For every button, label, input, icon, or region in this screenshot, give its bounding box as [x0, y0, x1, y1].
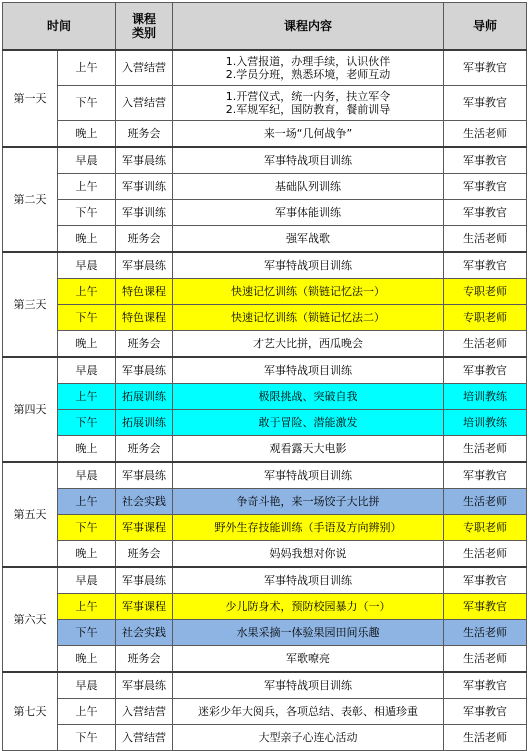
content-cell [173, 384, 444, 410]
schedule-row [3, 672, 527, 699]
period-cell: 上午 [58, 699, 116, 725]
category-cell: 入营结营 [116, 86, 173, 121]
day-label: 第一天 [3, 50, 58, 147]
period-cell: 晚上 [58, 436, 116, 463]
content-line: 军事特战项目训练 [264, 678, 353, 692]
content-line: 基础队列训练 [275, 179, 342, 193]
day-label: 第四天 [3, 357, 58, 462]
content-cell [173, 699, 444, 725]
content-cell [173, 541, 444, 568]
content-cell [173, 226, 444, 253]
teacher-cell: 生活老师 [444, 541, 527, 568]
schedule-row [3, 646, 527, 673]
category-cell: 入营结营 [116, 699, 173, 725]
teacher-cell: 生活老师 [444, 121, 527, 148]
schedule-body [3, 50, 527, 751]
schedule-row [3, 305, 527, 331]
teacher-cell: 军事教官 [444, 252, 527, 279]
content-cell [173, 279, 444, 305]
content-line: 军事特战项目训练 [264, 258, 353, 272]
day-label: 第六天 [3, 567, 58, 672]
day-label: 第七天 [3, 672, 58, 751]
period-cell: 上午 [58, 50, 116, 86]
schedule-row [3, 226, 527, 253]
content-cell [173, 410, 444, 436]
content-line: 军事特战项目训练 [264, 468, 353, 482]
schedule-row [3, 86, 527, 121]
content-cell [173, 436, 444, 463]
schedule-row [3, 462, 527, 489]
content-cell [173, 147, 444, 174]
category-cell: 特色课程 [116, 279, 173, 305]
period-cell: 早晨 [58, 462, 116, 489]
content-line: 1.入营报道，办理手续，认识伙伴 [225, 55, 391, 68]
day-label: 第三天 [3, 252, 58, 357]
content-cell [173, 489, 444, 515]
teacher-cell: 培训教练 [444, 384, 527, 410]
period-cell: 下午 [58, 725, 116, 751]
period-cell: 早晨 [58, 357, 116, 384]
schedule-row [3, 725, 527, 751]
period-cell: 上午 [58, 279, 116, 305]
content-line: 强军战歌 [286, 231, 331, 245]
schedule-row [3, 384, 527, 410]
content-line: 快速记忆训练（锁链记忆法二） [231, 310, 386, 324]
teacher-cell: 军事教官 [444, 567, 527, 594]
category-cell: 军事课程 [116, 594, 173, 620]
category-cell: 班务会 [116, 646, 173, 673]
category-cell: 军事训练 [116, 174, 173, 200]
schedule-row [3, 567, 527, 594]
category-cell: 班务会 [116, 331, 173, 358]
teacher-cell: 生活老师 [444, 620, 527, 646]
content-cell [173, 305, 444, 331]
content-cell [173, 672, 444, 699]
category-cell: 特色课程 [116, 305, 173, 331]
teacher-cell: 生活老师 [444, 725, 527, 751]
teacher-cell: 军事教官 [444, 147, 527, 174]
schedule-sheet [2, 2, 527, 751]
header-category-label: 课程 类别 [132, 12, 157, 40]
content-cell [173, 252, 444, 279]
category-cell: 军事晨练 [116, 252, 173, 279]
content-cell [173, 86, 444, 121]
teacher-cell: 专职老师 [444, 515, 527, 541]
teacher-cell: 军事教官 [444, 357, 527, 384]
category-cell: 拓展训练 [116, 410, 173, 436]
content-cell [173, 567, 444, 594]
teacher-cell: 军事教官 [444, 50, 527, 86]
schedule-row [3, 541, 527, 568]
category-cell: 入营结营 [116, 50, 173, 86]
period-cell: 上午 [58, 489, 116, 515]
period-cell: 上午 [58, 594, 116, 620]
content-cell [173, 594, 444, 620]
content-line: 1.开营仪式，统一内务，扶立军令 [225, 90, 391, 103]
header-content: 课程内容 [173, 3, 444, 51]
period-cell: 早晨 [58, 672, 116, 699]
schedule-row [3, 489, 527, 515]
content-line: 争奇斗艳，来一场饺子大比拼 [236, 494, 380, 508]
content-cell [173, 357, 444, 384]
category-cell: 军事晨练 [116, 567, 173, 594]
content-line: 敢于冒险、潜能激发 [258, 415, 358, 429]
header-row [3, 3, 527, 51]
teacher-cell: 军事教官 [444, 174, 527, 200]
category-cell: 班务会 [116, 121, 173, 148]
header-category [116, 3, 173, 51]
content-cell [173, 121, 444, 148]
period-cell: 上午 [58, 174, 116, 200]
header-time: 时间 [3, 3, 116, 51]
teacher-cell: 生活老师 [444, 436, 527, 463]
period-cell: 晚上 [58, 226, 116, 253]
category-cell: 军事晨练 [116, 672, 173, 699]
content-cell [173, 515, 444, 541]
period-cell: 早晨 [58, 147, 116, 174]
period-cell: 晚上 [58, 331, 116, 358]
teacher-cell: 生活老师 [444, 489, 527, 515]
content-cell [173, 200, 444, 226]
category-cell: 拓展训练 [116, 384, 173, 410]
teacher-cell: 生活老师 [444, 646, 527, 673]
schedule-row [3, 279, 527, 305]
content-cell [173, 646, 444, 673]
period-cell: 下午 [58, 410, 116, 436]
category-cell: 军事晨练 [116, 462, 173, 489]
content-cell [173, 174, 444, 200]
category-cell: 军事晨练 [116, 357, 173, 384]
period-cell: 下午 [58, 200, 116, 226]
header-teacher: 导师 [444, 3, 527, 51]
content-cell [173, 620, 444, 646]
content-line: 军事特战项目训练 [264, 153, 353, 167]
schedule-row [3, 50, 527, 86]
content-cell [173, 50, 444, 86]
schedule-row [3, 515, 527, 541]
day-label: 第二天 [3, 147, 58, 252]
schedule-row [3, 357, 527, 384]
content-line: 快速记忆训练（锁链记忆法一） [231, 284, 386, 298]
schedule-row [3, 594, 527, 620]
teacher-cell: 生活老师 [444, 226, 527, 253]
category-cell: 军事晨练 [116, 147, 173, 174]
content-line: 野外生存技能训练（手语及方向辨别） [214, 520, 402, 534]
content-line: 水果采摘一体验果园田间乐趣 [236, 625, 380, 639]
category-cell: 班务会 [116, 436, 173, 463]
content-cell [173, 725, 444, 751]
schedule-row [3, 252, 527, 279]
period-cell: 晚上 [58, 541, 116, 568]
period-cell: 早晨 [58, 567, 116, 594]
schedule-row [3, 147, 527, 174]
content-cell [173, 462, 444, 489]
schedule-row [3, 410, 527, 436]
schedule-table [2, 2, 527, 751]
schedule-row [3, 436, 527, 463]
category-cell: 班务会 [116, 226, 173, 253]
period-cell: 晚上 [58, 121, 116, 148]
teacher-cell: 军事教官 [444, 594, 527, 620]
content-line: 妈妈我想对你说 [269, 546, 347, 560]
schedule-row [3, 174, 527, 200]
content-line: 才艺大比拼，西瓜晚会 [253, 336, 364, 350]
schedule-row [3, 121, 527, 148]
period-cell: 下午 [58, 86, 116, 121]
content-line: 极限挑战、突破自我 [258, 389, 358, 403]
teacher-cell: 培训教练 [444, 410, 527, 436]
content-line: 观看露天大电影 [269, 441, 347, 455]
teacher-cell: 专职老师 [444, 305, 527, 331]
schedule-row [3, 331, 527, 358]
teacher-cell: 军事教官 [444, 672, 527, 699]
content-line: 大型亲子心连心活动 [258, 730, 358, 744]
category-cell: 军事课程 [116, 515, 173, 541]
teacher-cell: 军事教官 [444, 200, 527, 226]
category-cell: 军事训练 [116, 200, 173, 226]
content-line: 来一场“几何战争” [263, 126, 353, 140]
category-cell: 入营结营 [116, 725, 173, 751]
content-line: 军事特战项目训练 [264, 363, 353, 377]
content-line: 少儿防身术，预防校园暴力（一） [225, 599, 391, 613]
period-cell: 下午 [58, 515, 116, 541]
content-cell [173, 331, 444, 358]
period-cell: 下午 [58, 620, 116, 646]
teacher-cell: 生活老师 [444, 331, 527, 358]
content-line: 军事特战项目训练 [264, 573, 353, 587]
day-label: 第五天 [3, 462, 58, 567]
period-cell: 晚上 [58, 646, 116, 673]
content-line: 军歌嘹亮 [286, 651, 331, 665]
content-line: 2.军规军纪，国防教育，餐前训导 [225, 103, 391, 116]
teacher-cell: 军事教官 [444, 699, 527, 725]
category-cell: 社会实践 [116, 489, 173, 515]
schedule-row [3, 620, 527, 646]
category-cell: 班务会 [116, 541, 173, 568]
period-cell: 早晨 [58, 252, 116, 279]
content-line: 2.学员分班，熟悉环境，老师互动 [225, 68, 391, 81]
teacher-cell: 专职老师 [444, 279, 527, 305]
schedule-row [3, 200, 527, 226]
teacher-cell: 军事教官 [444, 86, 527, 121]
schedule-row [3, 699, 527, 725]
period-cell: 下午 [58, 305, 116, 331]
period-cell: 上午 [58, 384, 116, 410]
category-cell: 社会实践 [116, 620, 173, 646]
teacher-cell: 军事教官 [444, 462, 527, 489]
content-line: 迷彩少年大阅兵，各项总结、表彰、相遁珍重 [198, 704, 419, 718]
content-line: 军事体能训练 [275, 205, 342, 219]
